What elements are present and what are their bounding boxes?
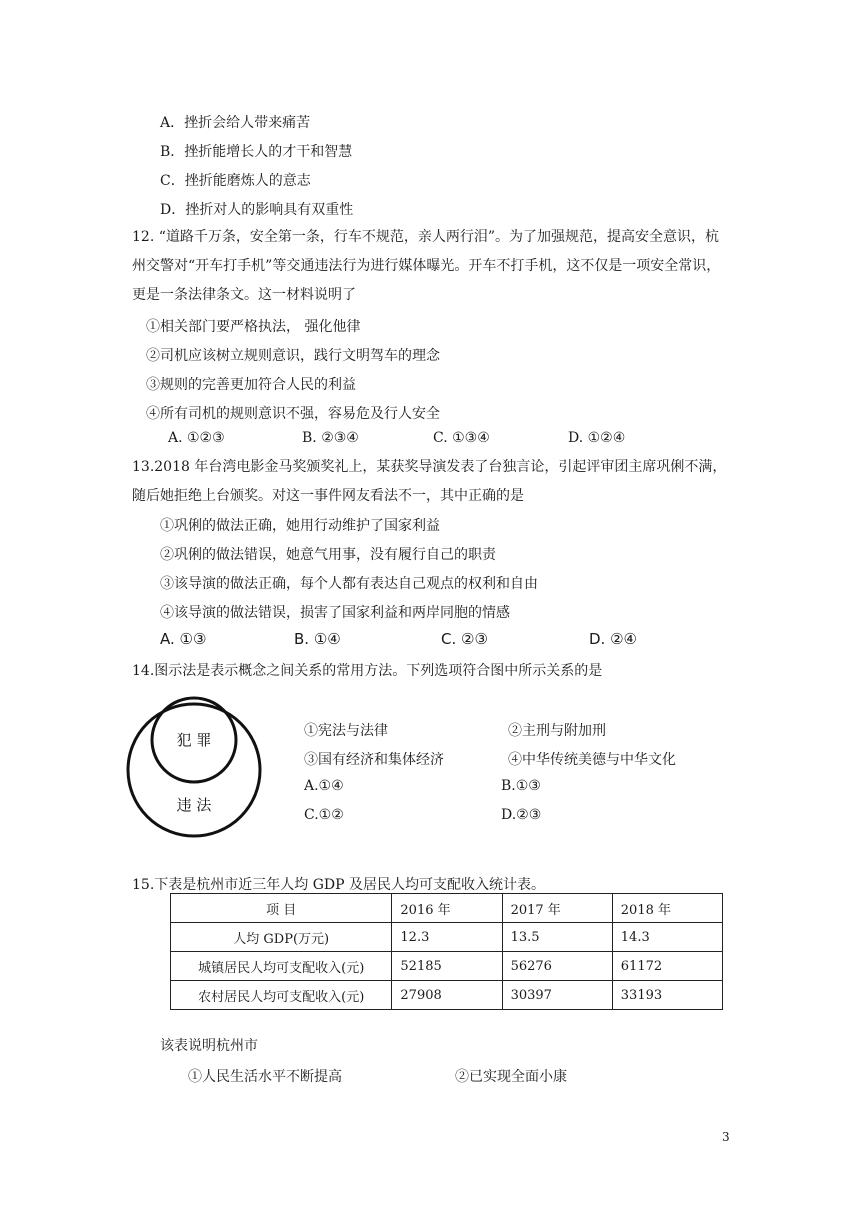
q14-choice-d: D.②③	[501, 807, 542, 823]
table-header-cell: 项 目	[171, 894, 392, 923]
q13-statement-3: ③该导演的做法正确，每个人都有表达自己观点的权利和自由	[160, 576, 538, 592]
q14-choice-a: A.①④	[304, 778, 344, 794]
q14-statement-2: ②主刑与附加刑	[508, 723, 606, 739]
q12-choice-c: C. ①③④	[433, 430, 490, 446]
q12-statement-4: ④所有司机的规则意识不强，容易危及行人安全	[146, 406, 440, 422]
q11-option-c: C．挫折能磨炼人的意志	[160, 173, 311, 189]
q13-choice-d: D. ②④	[589, 630, 637, 648]
table-header-cell: 2017 年	[502, 894, 612, 923]
q15-statement-1: ①人民生活水平不断提高	[188, 1069, 342, 1085]
table-row	[171, 952, 723, 981]
q14-choice-c: C.①②	[304, 807, 344, 823]
table-cell: 13.5	[502, 923, 612, 952]
q12-statement-3: ③规则的完善更加符合人民的利益	[146, 377, 356, 393]
table-cell: 30397	[502, 981, 612, 1010]
q13-stem: 13.2018 年台湾电影金马奖颁奖礼上，某获奖导演发表了台独言论，引起评审团主席巩俐不满，随后她拒绝上台颁奖。对这一事件网友看法不一，其中正确的是	[132, 459, 727, 504]
table-cell: 56276	[502, 952, 612, 981]
table-row	[171, 981, 723, 1010]
q11-option-b: B．挫折能增长人的才干和智慧	[160, 144, 353, 160]
q13-choice-b: B. ①④	[294, 630, 341, 648]
stats-table	[170, 893, 723, 1010]
q13-choice-c: C. ②③	[441, 630, 488, 648]
q14-statement-3: ③国有经济和集体经济	[304, 752, 444, 768]
q13-choice-a: A. ①③	[160, 630, 207, 648]
q14-stem: 14.图示法是表示概念之间关系的常用方法。下列选项符合图中所示关系的是	[132, 663, 603, 679]
table-cell: 城镇居民人均可支配收入(元)	[171, 952, 392, 981]
q12-choice-a: A. ①②③	[168, 430, 225, 446]
table-cell: 农村居民人均可支配收入(元)	[171, 981, 392, 1010]
q13-statement-1: ①巩俐的做法正确，她用行动维护了国家利益	[160, 518, 440, 534]
q11-option-a: A．挫折会给人带来痛苦	[160, 115, 311, 131]
table-cell: 14.3	[612, 923, 722, 952]
q12-choice-d: D. ①②④	[568, 430, 626, 446]
inner-label: 犯 罪	[176, 731, 212, 749]
table-cell: 12.3	[392, 923, 502, 952]
table-header-cell: 2016 年	[392, 894, 502, 923]
q14-choice-b: B.①③	[501, 778, 541, 794]
outer-label: 违 法	[176, 796, 212, 814]
q15-stem: 15.下表是杭州市近三年人均 GDP 及居民人均可支配收入统计表。	[132, 877, 545, 893]
table-row	[171, 923, 723, 952]
table-cell: 33193	[612, 981, 722, 1010]
q12-statement-1: ①相关部门要严格执法， 强化他律	[146, 319, 361, 335]
outer-circle	[128, 704, 260, 836]
q13-statement-2: ②巩俐的做法错误，她意气用事，没有履行自己的职责	[160, 547, 496, 563]
table-header-row	[171, 894, 723, 923]
q13-statement-4: ④该导演的做法错误，损害了国家利益和两岸同胞的情感	[160, 605, 510, 621]
table-cell: 27908	[392, 981, 502, 1010]
table-cell: 52185	[392, 952, 502, 981]
table-cell: 61172	[612, 952, 722, 981]
table-header-cell: 2018 年	[612, 894, 722, 923]
q14-statement-4: ④中华传统美德与中华文化	[508, 752, 676, 768]
q14-statement-1: ①宪法与法律	[304, 723, 388, 739]
q11-option-d: D．挫折对人的影响具有双重性	[160, 202, 354, 218]
q12-choice-b: B. ②③④	[302, 430, 359, 446]
q12-statement-2: ②司机应该树立规则意识，践行文明驾车的理念	[146, 348, 440, 364]
page-number: 3	[722, 1130, 730, 1144]
q12-stem: 12. “道路千万条，安全第一条，行车不规范，亲人两行泪”。为了加强规范，提高安全意识，杭州交警对“开车打手机”等交通违法行为进行媒体曝光。开车不打手机，这不仅是一项安全常识，更是一条法律条文。这一材料说明了	[132, 229, 721, 303]
q15-after-text: 该表说明杭州市	[160, 1038, 258, 1054]
table-cell: 人均 GDP(万元)	[171, 923, 392, 952]
q15-statement-2: ②已实现全面小康	[455, 1069, 567, 1085]
venn-diagram	[124, 696, 272, 844]
